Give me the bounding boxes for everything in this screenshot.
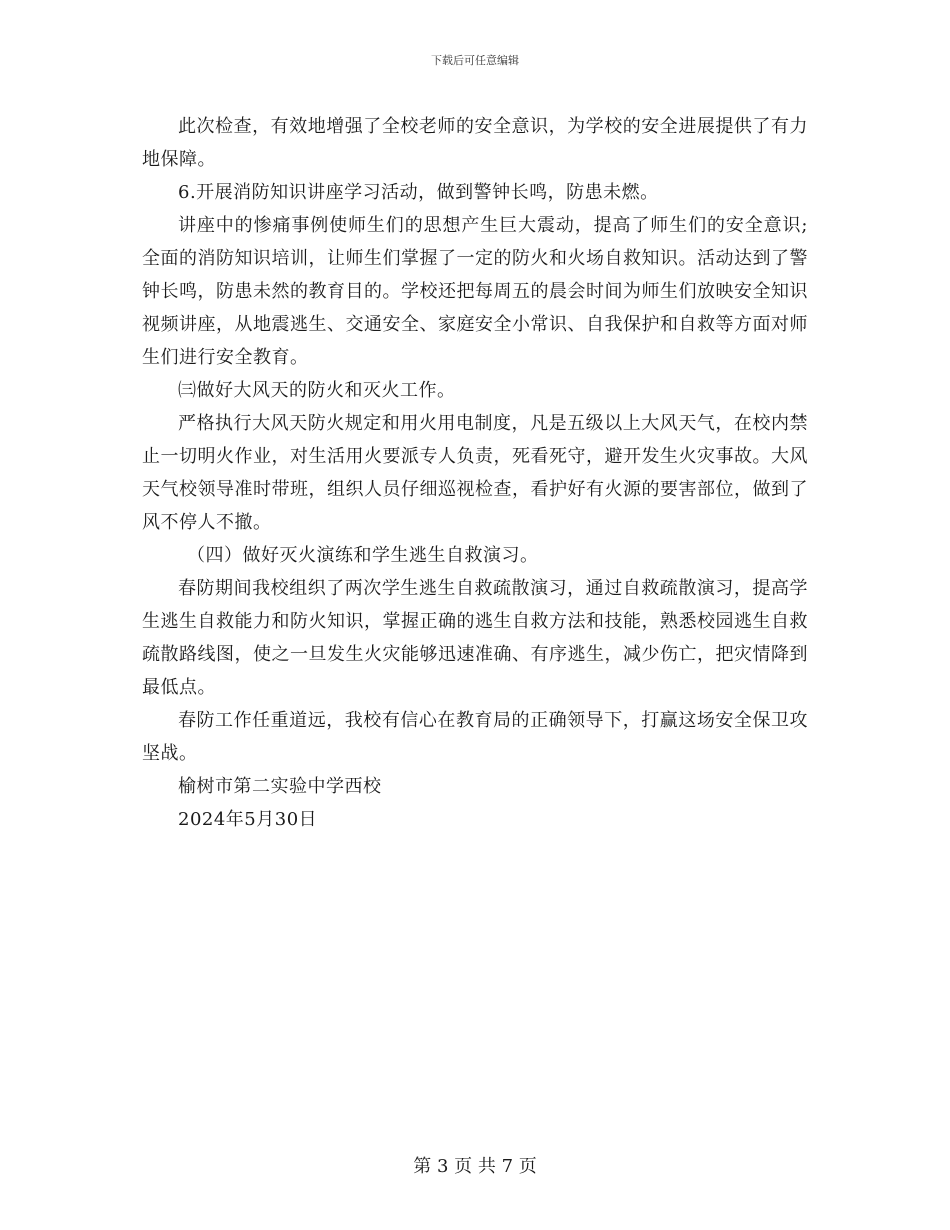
paragraph-item-6-heading: 6.开展消防知识讲座学习活动，做到警钟长鸣，防患未燃。 (178, 182, 659, 203)
paragraph-section-3-heading: ㈢做好大风天的防火和灭火工作。 (178, 380, 456, 401)
paragraph-section-4-heading: （四）做好灭火演练和学生逃生自救演习。 (187, 545, 539, 566)
signature-date: 2024年5月30日 (178, 809, 318, 830)
paragraph-windy-weather-details: 严格执行大风天防火规定和用火用电制度，凡是五级以上大风天气，在校内禁止一切明火作业，对生活用火要派专人负责，死看死守，避开发生火灾事故。大风天气校领导准时带班，组织人员仔细巡视检查，看护好有火源的要害部位，做到了风不停人不撤。 (142, 413, 808, 533)
paragraph-inspection-summary: 此次检查，有效地增强了全校老师的安全意识，为学校的安全进展提供了有力地保障。 (142, 116, 808, 170)
paragraph-lecture-details: 讲座中的惨痛事例使师生们的思想产生巨大震动，提高了师生们的安全意识;全面的消防知识培训，让师生们掌握了一定的防火和火场自救知识。活动达到了警钟长鸣，防患未然的教育目的。学校还把每周五的晨会时间为师生们放映安全知识视频讲座，从地震逃生、交通安全、家庭安全小常识、自我保护和自救等方面对师生们进行安全教育。 (142, 215, 808, 368)
paragraph-conclusion: 春防工作任重道远，我校有信心在教育局的正确领导下，打赢这场安全保卫攻坚战。 (142, 710, 808, 764)
signature-school-name: 榆树市第二实验中学西校 (178, 776, 382, 797)
page-number-footer: 第 3 页 共 7 页 (413, 1156, 537, 1177)
header-note: 下载后可任意编辑 (431, 54, 519, 67)
document-body (142, 110, 808, 836)
paragraph-drill-details: 春防期间我校组织了两次学生逃生自救疏散演习，通过自救疏散演习，提高学生逃生自救能力和防火知识，掌握正确的逃生自救方法和技能，熟悉校园逃生自救疏散路线图，使之一旦发生火灾能够迅速准确、有序逃生，减少伤亡，把灾情降到最低点。 (142, 578, 808, 698)
